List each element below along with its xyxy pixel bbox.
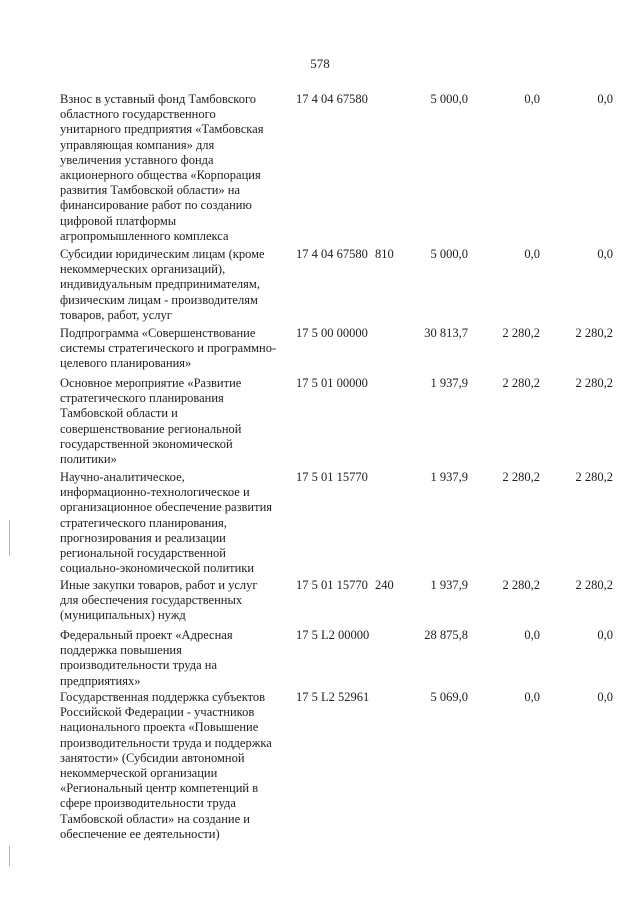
target-article-code: 17 5 00 00000 (296, 326, 368, 340)
amount-year-2: 0,0 (524, 92, 540, 106)
expense-type-code: 240 (375, 578, 394, 592)
row-description: Государственная поддержка субъектов Российской Федерации - участников национального проекта «Повышение производительности труда и поддержка занятости» (Субсидии автономной некоммерческой организации «Региональный центр компетенций в сфере производительности труда Тамбовской области» на создание и обеспечение ее деятельности) (60, 690, 272, 841)
target-article-code: 17 5 01 15770 (296, 578, 368, 592)
amount-year-1: 1 937,9 (430, 376, 468, 390)
amount-year-3: 2 280,2 (575, 470, 613, 484)
target-article-code: 17 4 04 67580 (296, 92, 368, 106)
row-description: Субсидии юридическим лицам (кроме некоммерческих организаций), индивидуальным предпринимателям, физическим лицам - производителям товаров, работ, услуг (60, 247, 265, 322)
page-number: 578 (310, 56, 330, 71)
amount-year-3: 2 280,2 (575, 326, 613, 340)
row-description: Федеральный проект «Адресная поддержка повышения производительности труда на предприятиях» (60, 628, 233, 688)
amount-year-3: 0,0 (597, 247, 613, 261)
row-description: Иные закупки товаров, работ и услуг для обеспечения государственных (муниципальных) нужд (60, 578, 258, 623)
amount-year-3: 0,0 (597, 92, 613, 106)
amount-year-3: 0,0 (597, 690, 613, 704)
row-description: Научно-аналитическое, информационно-технологическое и организационное обеспечение развития стратегического планирования, прогнозирования и реализации региональной государственной социально-экономической политики (60, 470, 273, 576)
amount-year-1: 28 875,8 (424, 628, 468, 642)
amount-year-2: 0,0 (524, 628, 540, 642)
target-article-code: 17 5 L2 52961 (296, 690, 370, 704)
row-description: Взнос в уставный фонд Тамбовского областного государственного унитарного предприятия «Тамбовская управляющая компания» для увеличения уставного фонда акционерного общества «Корпорация развития Тамбовской области» на финансирование работ по созданию цифровой платформы агропромышленного комплекса (60, 92, 264, 243)
target-article-code: 17 5 L2 00000 (296, 628, 370, 642)
amount-year-1: 5 000,0 (430, 247, 468, 261)
row-description: Подпрограмма «Совершенствование системы стратегического и программно- целевого планирования» (60, 326, 277, 371)
amount-year-2: 2 280,2 (502, 376, 540, 390)
amount-year-2: 0,0 (524, 690, 540, 704)
amount-year-2: 2 280,2 (502, 326, 540, 340)
amount-year-3: 2 280,2 (575, 376, 613, 390)
amount-year-1: 1 937,9 (430, 470, 468, 484)
amount-year-1: 30 813,7 (424, 326, 468, 340)
target-article-code: 17 5 01 15770 (296, 470, 368, 484)
scan-edge-mark (9, 846, 10, 866)
expense-type-code: 810 (375, 247, 394, 261)
scan-edge-mark (9, 520, 10, 556)
amount-year-1: 5 069,0 (430, 690, 468, 704)
amount-year-2: 2 280,2 (502, 578, 540, 592)
amount-year-1: 1 937,9 (430, 578, 468, 592)
row-description: Основное мероприятие «Развитие стратегического планирования Тамбовской области и совершенствование региональной государственной экономической политики» (60, 376, 242, 467)
amount-year-2: 2 280,2 (502, 470, 540, 484)
amount-year-1: 5 000,0 (430, 92, 468, 106)
target-article-code: 17 5 01 00000 (296, 376, 368, 390)
amount-year-2: 0,0 (524, 247, 540, 261)
amount-year-3: 0,0 (597, 628, 613, 642)
amount-year-3: 2 280,2 (575, 578, 613, 592)
target-article-code: 17 4 04 67580 (296, 247, 368, 261)
